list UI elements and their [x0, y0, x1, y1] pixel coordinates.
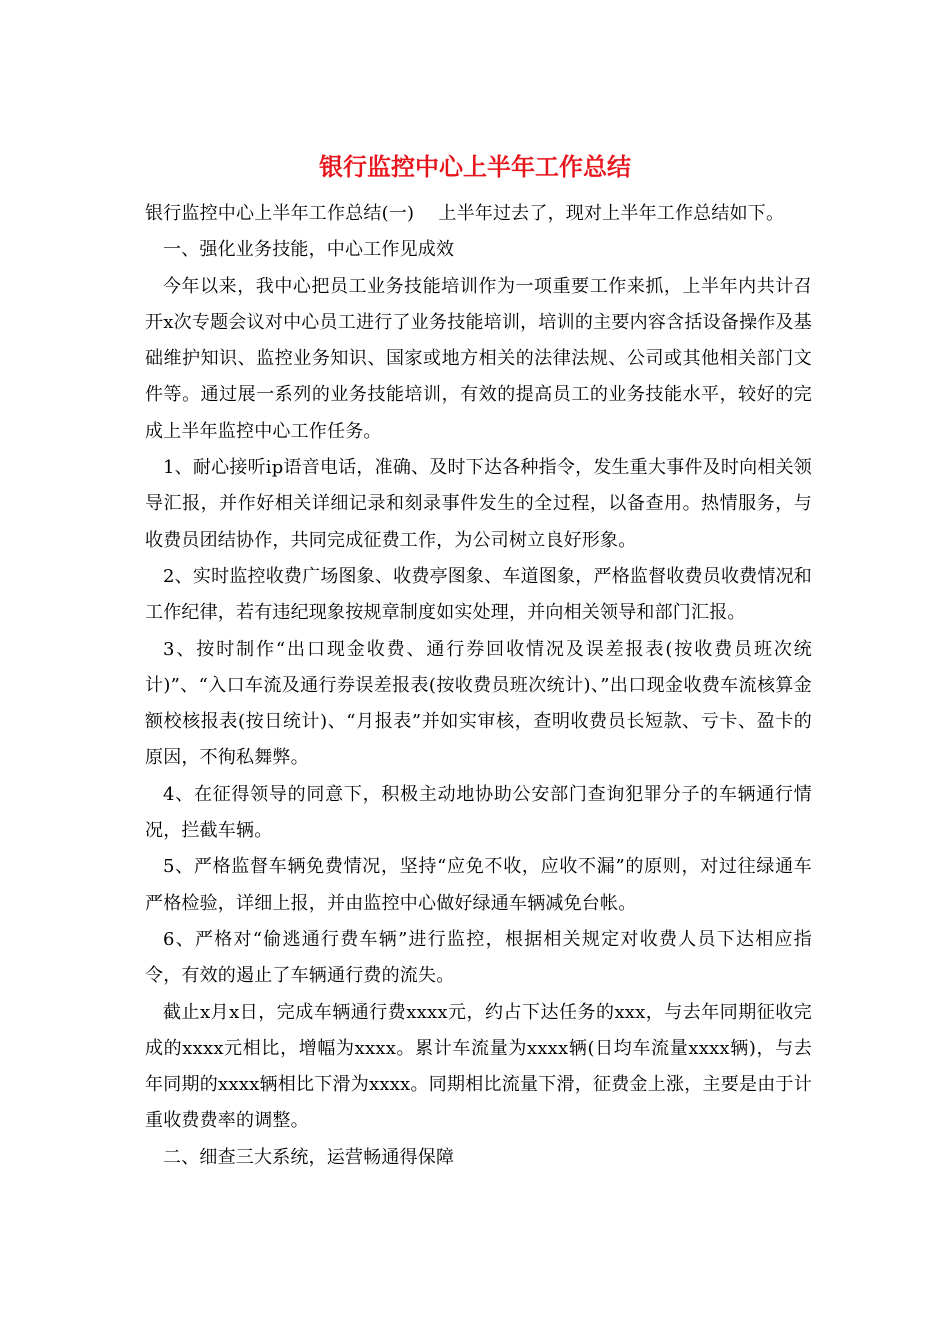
document-title: 银行监控中心上半年工作总结: [319, 152, 631, 181]
section-heading-2: 二、细查三大系统，运营畅通得保障: [163, 1146, 455, 1168]
list-item-5: 5、严格监督车辆免费情况，坚持“应免不收，应收不漏”的原则，对过往绿通车严格检验，详细上报，并由监控中心做好绿通车辆减免台帐。: [145, 856, 812, 914]
list-item-4: 4、在征得领导的同意下，积极主动地协助公安部门查询犯罪分子的车辆通行情况，拦截车辆。: [145, 783, 812, 842]
section-heading-1: 一、强化业务技能，中心工作见成效: [163, 239, 455, 261]
list-item-1: 1、耐心接听ip语音电话，准确、及时下达各种指令，发生重大事件及时向相关领导汇报，并作好相关详细记录和刻录事件发生的全过程，以备查用。热情服务，与收费员团结协作，共同完成征费工作，为公司树立良好形象。: [145, 457, 812, 551]
document-body: [145, 196, 812, 1176]
list-item-3: 3、按时制作“出口现金收费、通行券回收情况及误差报表(按收费员班次统计)”、“入口车流及通行券误差报表(按收费员班次统计)、”出口现金收费车流核算金额校核报表(按日统计)、“月报表”并如实审核，查明收费员长短款、亏卡、盈卡的原因，不徇私舞弊。: [145, 638, 812, 769]
list-item-2: 2、实时监控收费广场图象、收费亭图象、车道图象，严格监督收费员收费情况和工作纪律，若有违纪现象按规章制度如实处理，并向相关领导和部门汇报。: [145, 565, 812, 624]
paragraph-statistics: 截止x月x日，完成车辆通行费xxxx元，约占下达任务的xxx，与去年同期征收完成的xxxx元相比，增幅为xxxx。累计车流量为xxxx辆(日均车流量xxxx辆)，与去年同期的xxxx辆相比下滑为xxxx。同期相比流量下滑，征费金上涨，主要是由于计重收费费率的调整。: [145, 1001, 812, 1132]
intro-paragraph: 银行监控中心上半年工作总结(一) 上半年过去了，现对上半年工作总结如下。: [145, 203, 785, 224]
list-item-6: 6、严格对“偷逃通行费车辆”进行监控，根据相关规定对收费人员下达相应指令，有效的遏止了车辆通行费的流失。: [145, 928, 812, 987]
paragraph-training: 今年以来，我中心把员工业务技能培训作为一项重要工作来抓，上半年内共计召开x次专题会议对中心员工进行了业务技能培训，培训的主要内容含括设备操作及基础维护知识、监控业务知识、国家或地方相关的法律法规、公司或其他相关部门文件等。通过展一系列的业务技能培训，有效的提高员工的业务技能水平，较好的完成上半年监控中心工作任务。: [145, 275, 812, 442]
